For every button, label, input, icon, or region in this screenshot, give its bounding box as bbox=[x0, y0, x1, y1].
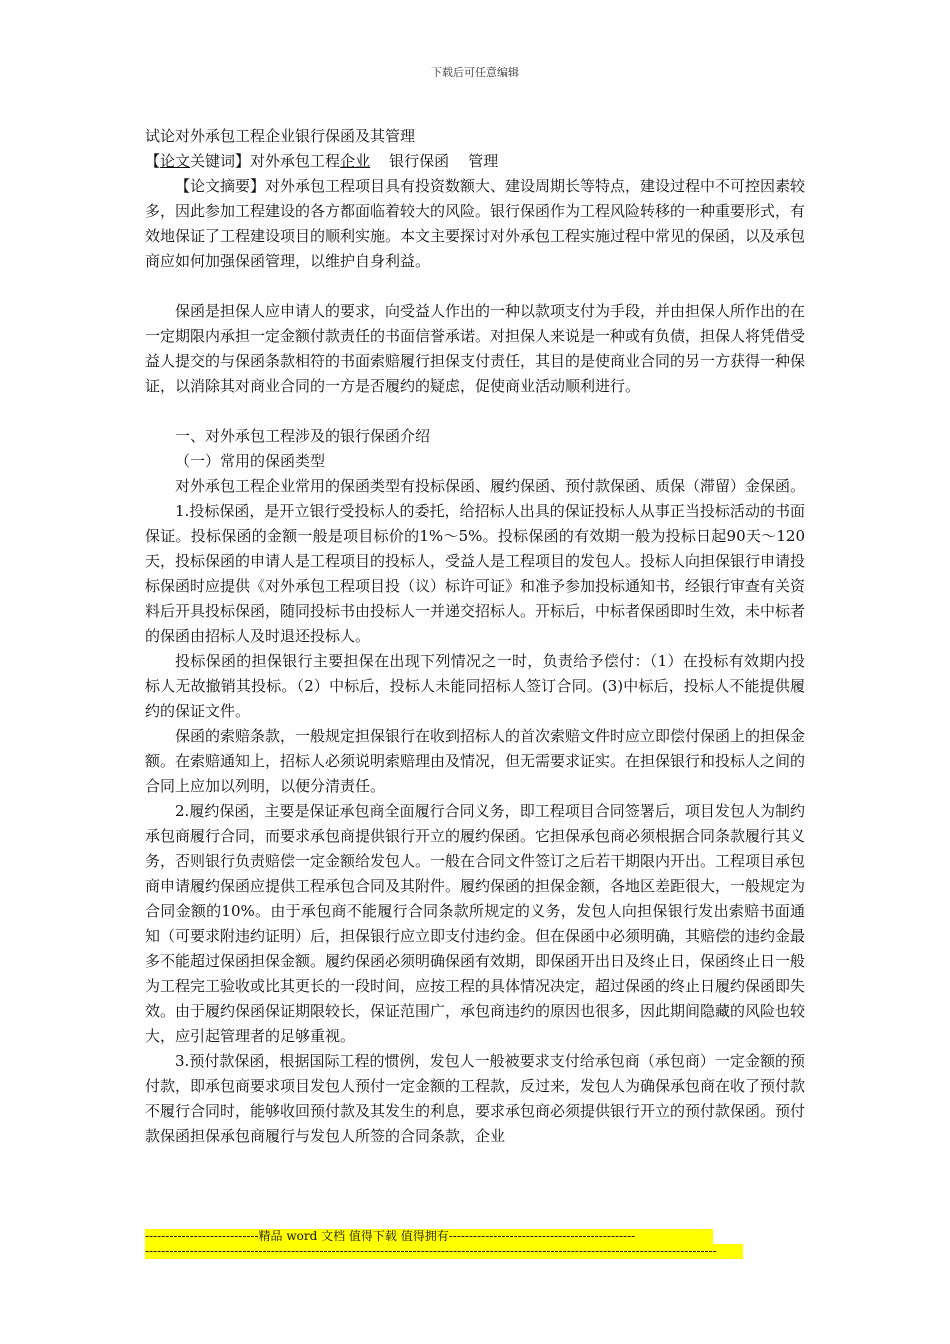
keyword-3: 管理 bbox=[468, 152, 499, 170]
keyword-2: 银行保函 bbox=[389, 152, 450, 170]
keywords-line bbox=[145, 149, 805, 174]
abstract-paragraph: 【论文摘要】对外承包工程项目具有投资数额大、建设周期长等特点，建设过程中不可控因素较多，因此参加工程建设的各方都面临着较大的风险。银行保函作为工程风险转移的一种重要形式，有效地保证了工程建设项目的顺利实施。本文主要探讨对外承包工程实施过程中常见的保函，以及承包商应如何加强保函管理，以维护自身利益。 bbox=[145, 177, 806, 270]
footer-line-2: --------------------------------------------------------------------------------------------------------------------------------------------- bbox=[145, 1244, 743, 1259]
intro-paragraph: 保函是担保人应申请人的要求，向受益人作出的一种以款项支付为手段，并由担保人所作出的在一定期限内承担一定金额付款责任的书面信誉承诺。对担保人来说是一种或有负债，担保人将凭借受益人提交的与保函条款相符的书面索赔履行担保支付责任，其目的是使商业合同的另一方获得一种保证，以消除其对商业合同的一方是否履约的疑虑，促使商业活动顺利进行。 bbox=[145, 302, 806, 395]
body-paragraph: 对外承包工程企业常用的保函类型有投标保函、履约保函、预付款保函、质保（滞留）金保函。 bbox=[175, 477, 806, 495]
keywords-bracket: 【 bbox=[145, 152, 161, 170]
section-heading-1: 一、对外承包工程涉及的银行保函介绍 bbox=[175, 427, 431, 445]
page-header: 下载后可任意编辑 bbox=[431, 66, 519, 79]
body-paragraph: 2.履约保函，主要是保证承包商全面履行合同义务，即工程项目合同签署后，项目发包人为制约承包商履行合同，而要求承包商提供银行开立的履约保函。它担保承包商必须根据合同条款履行其义务，否则银行负责赔偿一定金额给发包人。一般在合同文件签订之后若干期限内开出。工程项目承包商申请履约保函应提供工程承包合同及其附件。履约保函的担保金额，各地区差距很大，一般规定为合同金额的10%。由于承包商不能履行合同条款所规定的义务，发包人向担保银行发出索赔书面通知（可要求附违约证明）后，担保银行应立即支付违约金。但在保函中必须明确，其赔偿的违约金最多不能超过保函担保金额。履约保函必须明确保函有效期，即保函开出日及终止日，保函终止日一般为工程完工验收或比其更长的一段时间，应按工程的具体情况决定，超过保函的终止日履约保函即失效。由于履约保函保证期限较长，保证范围广，承包商违约的原因也很多，因此期间隐藏的风险也较大，应引起管理者的足够重视。 bbox=[145, 802, 806, 1045]
keywords-link-lunwen[interactable]: 论文 bbox=[160, 152, 191, 170]
keyword-1a: 对外承包工程 bbox=[250, 152, 341, 170]
body-paragraph: 1.投标保函，是开立银行受投标人的委托，给招标人出具的保证投标人从事正当投标活动的书面保证。投标保函的金额一般是项目标价的1%～5%。投标保函的有效期一般为投标日起90天～120天，投标保函的申请人是工程项目的投标人，受益人是工程项目的发包人。投标人向担保银行申请投标保函时应提供《对外承包工程项目投（议）标许可证》和准予参加投标通知书，经银行审查有关资料后开具投标保函，随同投标书由投标人一并递交招标人。开标后，中标者保函即时生效，未中标者的保函由招标人及时退还投标人。 bbox=[145, 502, 806, 645]
body-paragraph: 3.预付款保函，根据国际工程的惯例，发包人一般被要求支付给承包商（承包商）一定金额的预付款，即承包商要求项目发包人预付一定金额的工程款，反过来，发包人为确保承包商在收了预付款不履行合同时，能够收回预付款及其发生的利息，要求承包商必须提供银行开立的预付款保函。预付款保函担保承包商履行与发包人所签的合同条款，企业 bbox=[145, 1052, 806, 1145]
keywords-label: 关键词】 bbox=[190, 152, 251, 170]
document-body bbox=[145, 124, 805, 1149]
footer-line-1: ----------------------------精品 word 文档 值得下载 值得拥有---------------------------------------------- bbox=[145, 1229, 713, 1244]
body-paragraph: 保函的索赔条款，一般规定担保银行在收到招标人的首次索赔文件时应立即偿付保函上的担保金额。在索赔通知上，招标人必须说明索赔理由及情况，但无需要求证实。在担保银行和投标人之间的合同上应加以列明，以便分清责任。 bbox=[145, 727, 806, 795]
page-footer bbox=[145, 1229, 743, 1259]
keyword-link-qiye[interactable]: 企业 bbox=[340, 152, 371, 170]
document-title: 试论对外承包工程企业银行保函及其管理 bbox=[145, 127, 416, 145]
subsection-heading-1: （一）常用的保函类型 bbox=[175, 452, 326, 470]
body-paragraph: 投标保函的担保银行主要担保在出现下列情况之一时，负责给予偿付：（1）在投标有效期内投标人无故撤销其投标。（2）中标后，投标人未能同招标人签订合同。(3)中标后，投标人不能提供履约的保证文件。 bbox=[145, 652, 805, 720]
